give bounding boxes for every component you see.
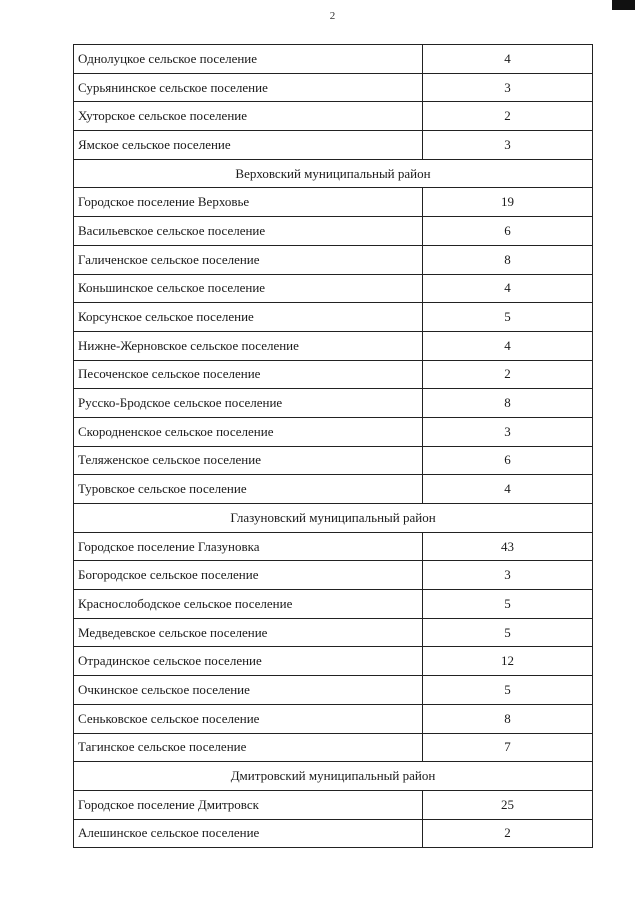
settlement-name: Тагинское сельское поселение (74, 733, 423, 762)
settlement-name: Нижне-Жерновское сельское поселение (74, 331, 423, 360)
table-row (74, 475, 593, 504)
settlement-value: 2 (423, 102, 593, 131)
table-row (74, 532, 593, 561)
settlement-name: Алешинское сельское поселение (74, 819, 423, 848)
settlement-value: 3 (423, 73, 593, 102)
settlement-name: Васильевское сельское поселение (74, 217, 423, 246)
settlement-name: Городское поселение Глазуновка (74, 532, 423, 561)
table-row (74, 389, 593, 418)
settlement-name: Теляженское сельское поселение (74, 446, 423, 475)
settlement-value: 4 (423, 331, 593, 360)
settlement-value: 4 (423, 475, 593, 504)
settlement-name: Очкинское сельское поселение (74, 676, 423, 705)
page-number: 2 (329, 10, 336, 22)
table-row (74, 790, 593, 819)
settlement-name: Краснослободское сельское поселение (74, 590, 423, 619)
settlement-value: 5 (423, 618, 593, 647)
table-row (74, 331, 593, 360)
settlement-value: 8 (423, 704, 593, 733)
table-row (74, 676, 593, 705)
settlement-value: 25 (423, 790, 593, 819)
settlement-name: Туровское сельское поселение (74, 475, 423, 504)
district-header-row (74, 762, 593, 791)
settlement-name: Городское поселение Дмитровск (74, 790, 423, 819)
settlement-value: 5 (423, 303, 593, 332)
settlement-value: 7 (423, 733, 593, 762)
table-row (74, 417, 593, 446)
table-row (74, 217, 593, 246)
settlement-name: Сеньковское сельское поселение (74, 704, 423, 733)
settlement-name: Городское поселение Верховье (74, 188, 423, 217)
table-row (74, 561, 593, 590)
settlement-value: 19 (423, 188, 593, 217)
table-row (74, 274, 593, 303)
settlement-name: Богородское сельское поселение (74, 561, 423, 590)
table-row (74, 245, 593, 274)
settlement-name: Ямское сельское поселение (74, 131, 423, 160)
district-header-row (74, 159, 593, 188)
settlement-name: Скородненское сельское поселение (74, 417, 423, 446)
district-name: Верховский муниципальный район (74, 159, 593, 188)
table-row (74, 188, 593, 217)
settlement-name: Однолуцкое сельское поселение (74, 45, 423, 74)
district-name: Глазуновский муниципальный район (74, 504, 593, 533)
settlement-value: 2 (423, 360, 593, 389)
settlement-value: 3 (423, 131, 593, 160)
district-header-row (74, 504, 593, 533)
table-row (74, 131, 593, 160)
settlement-value: 2 (423, 819, 593, 848)
table-row (74, 590, 593, 619)
settlement-name: Отрадинское сельское поселение (74, 647, 423, 676)
settlements-table (73, 44, 593, 848)
settlement-value: 8 (423, 389, 593, 418)
table-body (74, 45, 593, 848)
corner-mark (612, 0, 635, 10)
table-row (74, 360, 593, 389)
settlement-value: 3 (423, 561, 593, 590)
settlement-value: 5 (423, 590, 593, 619)
settlement-name: Русско-Бродское сельское поселение (74, 389, 423, 418)
table-row (74, 446, 593, 475)
table-row (74, 733, 593, 762)
table-row (74, 819, 593, 848)
settlement-name: Корсунское сельское поселение (74, 303, 423, 332)
settlement-value: 12 (423, 647, 593, 676)
district-name: Дмитровский муниципальный район (74, 762, 593, 791)
settlement-value: 6 (423, 446, 593, 475)
table-row (74, 704, 593, 733)
settlement-value: 5 (423, 676, 593, 705)
settlement-value: 4 (423, 274, 593, 303)
table-row (74, 303, 593, 332)
settlement-name: Сурьянинское сельское поселение (74, 73, 423, 102)
settlement-value: 6 (423, 217, 593, 246)
settlement-value: 43 (423, 532, 593, 561)
settlement-name: Песоченское сельское поселение (74, 360, 423, 389)
table-row (74, 45, 593, 74)
table-row (74, 73, 593, 102)
table-row (74, 647, 593, 676)
settlement-value: 8 (423, 245, 593, 274)
table-row (74, 618, 593, 647)
table-row (74, 102, 593, 131)
settlement-name: Коньшинское сельское поселение (74, 274, 423, 303)
settlement-value: 4 (423, 45, 593, 74)
settlement-name: Медведевское сельское поселение (74, 618, 423, 647)
settlement-value: 3 (423, 417, 593, 446)
settlement-name: Галиченское сельское поселение (74, 245, 423, 274)
settlement-name: Хуторское сельское поселение (74, 102, 423, 131)
